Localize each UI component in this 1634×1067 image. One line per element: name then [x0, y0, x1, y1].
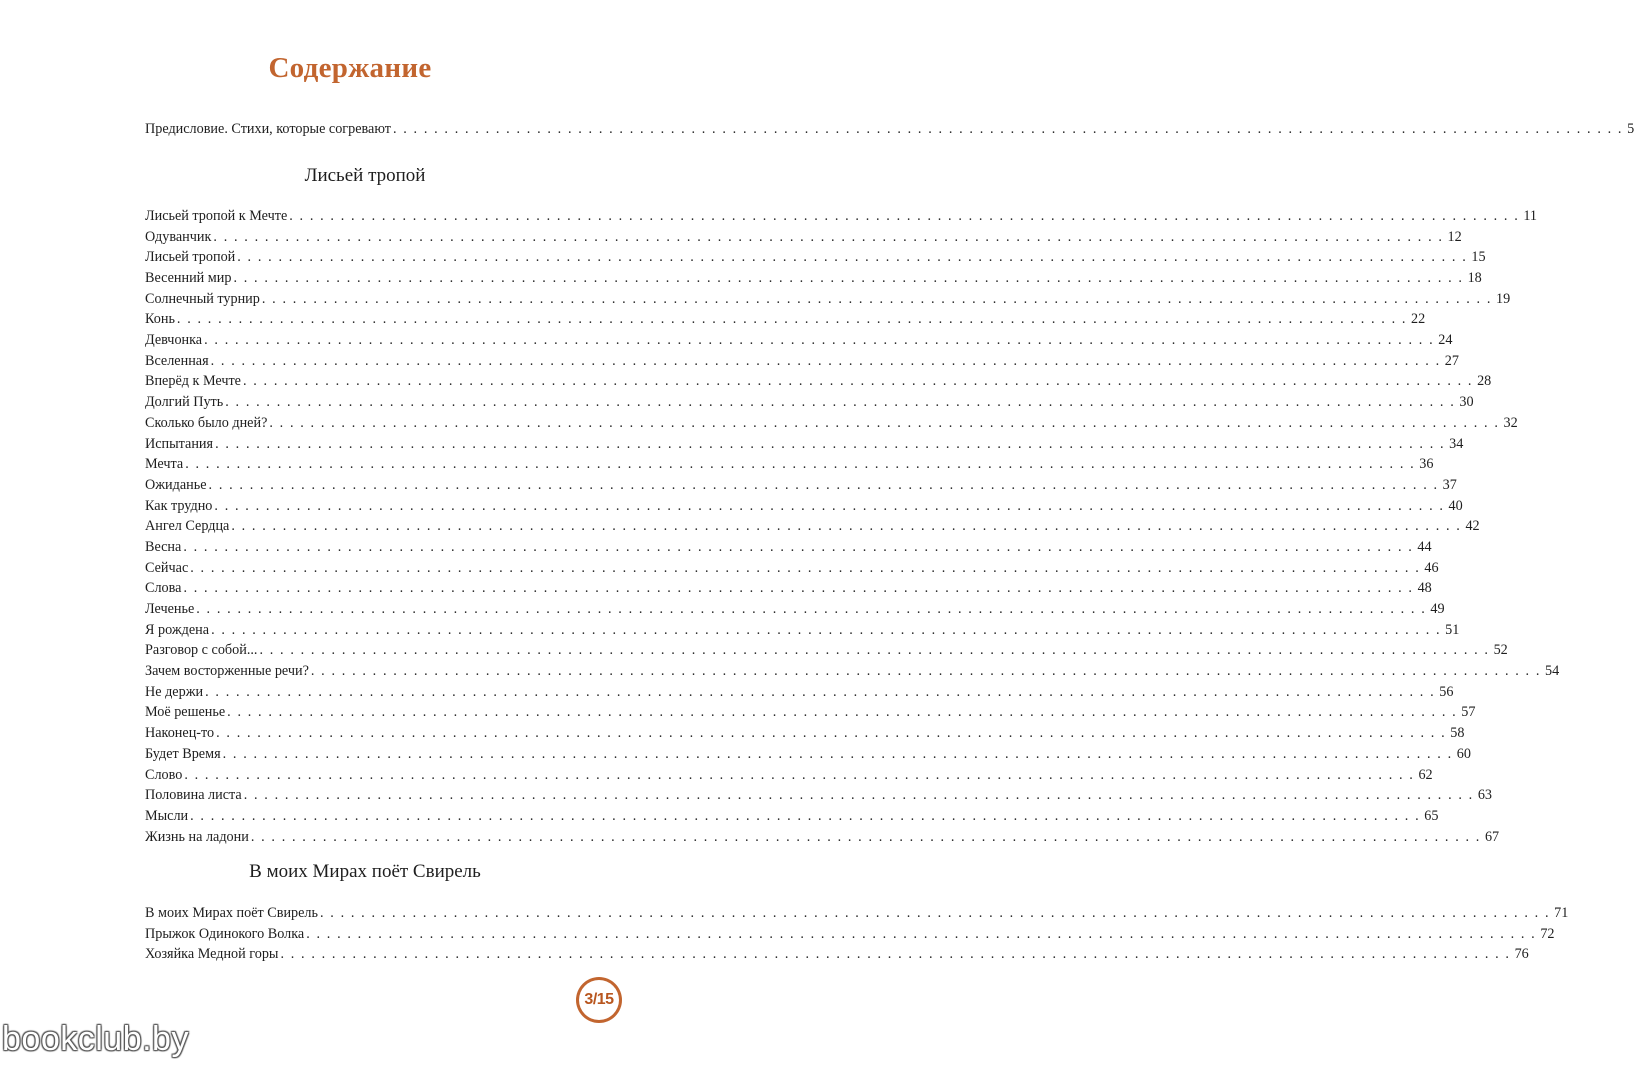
dot-leader: . . . . . . . . . . . . . . . . . . . . . . . . . . . . . . . . . . . . . . . . . . . . . . . . . . . . . . . . . . . . . . . . . . . . . . . . . . . . . . . . . . . . . . . . . . . . . . . . . . . . . . . . . . . . . . . . . . . . . . . . — [310, 663, 1541, 680]
toc-entry[interactable] — [145, 247, 1486, 268]
toc-entry-title: Конь — [145, 311, 175, 328]
toc-entry-title: Слово — [145, 766, 183, 783]
toc-entry-title: Сейчас — [145, 559, 189, 576]
toc-entry[interactable] — [145, 744, 1471, 765]
toc-entry[interactable] — [145, 620, 1460, 641]
toc-entry-page: 65 — [1424, 807, 1439, 824]
toc-entry-page: 54 — [1545, 663, 1560, 680]
toc-entry-page: 40 — [1448, 497, 1463, 514]
toc-entry[interactable] — [145, 351, 1459, 372]
toc-entry-page: 52 — [1493, 642, 1508, 659]
toc-entry-page: 42 — [1465, 518, 1480, 535]
toc-entry-page: 37 — [1442, 476, 1457, 493]
toc-entry[interactable] — [145, 640, 1508, 661]
toc-entry[interactable] — [145, 661, 1560, 682]
toc-entry[interactable] — [145, 454, 1434, 475]
toc-entry-title: Мечта — [145, 456, 184, 473]
dot-leader: . . . . . . . . . . . . . . . . . . . . . . . . . . . . . . . . . . . . . . . . . . . . . . . . . . . . . . . . . . . . . . . . . . . . . . . . . . . . . . . . . . . . . . . . . . . . . . . . . . . . . . . . . . . . . . . . . . . . . . . . — [289, 207, 1520, 224]
toc-entry-page: 56 — [1439, 683, 1454, 700]
toc-list-section-1 — [145, 206, 1560, 847]
toc-entry-page: 34 — [1449, 435, 1464, 452]
dot-leader: . . . . . . . . . . . . . . . . . . . . . . . . . . . . . . . . . . . . . . . . . . . . . . . . . . . . . . . . . . . . . . . . . . . . . . . . . . . . . . . . . . . . . . . . . . . . . . . . . . . . . . . . . . . . . . . . . . . . . . . . — [392, 120, 1624, 137]
toc-entry-title: Разговор с собой... — [145, 642, 258, 659]
toc-entry[interactable] — [145, 227, 1462, 248]
toc-entry-page: 28 — [1477, 373, 1492, 390]
dot-leader: . . . . . . . . . . . . . . . . . . . . . . . . . . . . . . . . . . . . . . . . . . . . . . . . . . . . . . . . . . . . . . . . . . . . . . . . . . . . . . . . . . . . . . . . . . . . . . . . . . . . . . . . . . . . . . . . . . . . . . . . — [237, 249, 1468, 266]
toc-entry-page: 49 — [1430, 601, 1445, 618]
page-counter-badge — [576, 977, 622, 1023]
toc-entry-page: 48 — [1417, 580, 1432, 597]
toc-entry[interactable] — [145, 434, 1464, 455]
toc-entry-page: 76 — [1514, 946, 1529, 963]
toc-entry-page: 5 — [1627, 120, 1634, 137]
toc-entry[interactable] — [145, 496, 1463, 517]
dot-leader: . . . . . . . . . . . . . . . . . . . . . . . . . . . . . . . . . . . . . . . . . . . . . . . . . . . . . . . . . . . . . . . . . . . . . . . . . . . . . . . . . . . . . . . . . . . . . . . . . . . . . . . . . . . . . . . . . . . . . . . . — [214, 497, 1445, 514]
toc-entry[interactable] — [145, 703, 1476, 724]
dot-leader: . . . . . . . . . . . . . . . . . . . . . . . . . . . . . . . . . . . . . . . . . . . . . . . . . . . . . . . . . . . . . . . . . . . . . . . . . . . . . . . . . . . . . . . . . . . . . . . . . . . . . . . . . . . . . . . . . . . . . . . . — [243, 787, 1474, 804]
toc-entry-page: 32 — [1503, 414, 1518, 431]
toc-entry[interactable] — [145, 599, 1445, 620]
toc-entry-page: 24 — [1438, 332, 1453, 349]
toc-entry[interactable] — [145, 289, 1511, 310]
toc-entry-page: 63 — [1477, 787, 1492, 804]
toc-entry-title: Наконец-то — [145, 725, 215, 742]
toc-entry-title: Весенний мир — [145, 270, 232, 287]
toc-entry-title: Ангел Сердца — [145, 518, 230, 535]
toc-entry-page: 19 — [1495, 290, 1511, 307]
section-title: Лисьей тропой — [304, 165, 426, 186]
toc-entry[interactable] — [145, 682, 1454, 703]
toc-entry-title: Солнечный турнир — [145, 290, 260, 307]
dot-leader: . . . . . . . . . . . . . . . . . . . . . . . . . . . . . . . . . . . . . . . . . . . . . . . . . . . . . . . . . . . . . . . . . . . . . . . . . . . . . . . . . . . . . . . . . . . . . . . . . . . . . . . . . . . . . . . . . . . . . . . . — [319, 904, 1551, 921]
toc-entry-page: 18 — [1467, 270, 1482, 287]
toc-entry[interactable] — [145, 765, 1433, 786]
toc-entry-page: 46 — [1424, 559, 1439, 576]
dot-leader: . . . . . . . . . . . . . . . . . . . . . . . . . . . . . . . . . . . . . . . . . . . . . . . . . . . . . . . . . . . . . . . . . . . . . . . . . . . . . . . . . . . . . . . . . . . . . . . . . . . . . . . . . . . . . . . . . . . . . . . . — [222, 745, 1453, 762]
toc-entry[interactable] — [145, 944, 1529, 965]
toc-entry-page: 57 — [1461, 704, 1476, 721]
dot-leader: . . . . . . . . . . . . . . . . . . . . . . . . . . . . . . . . . . . . . . . . . . . . . . . . . . . . . . . . . . . . . . . . . . . . . . . . . . . . . . . . . . . . . . . . . . . . . . . . . . . . . . . . . . . . . . . . . . . . . . . . — [210, 352, 1441, 369]
dot-leader: . . . . . . . . . . . . . . . . . . . . . . . . . . . . . . . . . . . . . . . . . . . . . . . . . . . . . . . . . . . . . . . . . . . . . . . . . . . . . . . . . . . . . . . . . . . . . . . . . . . . . . . . . . . . . . . . . . . . . . . . — [269, 414, 1500, 431]
toc-entry[interactable] — [145, 119, 1634, 140]
toc-entry-page: 36 — [1419, 456, 1434, 473]
toc-entry[interactable] — [145, 475, 1457, 496]
dot-leader: . . . . . . . . . . . . . . . . . . . . . . . . . . . . . . . . . . . . . . . . . . . . . . . . . . . . . . . . . . . . . . . . . . . . . . . . . . . . . . . . . . . . . . . . . . . . . . . . . . . . . . . . . . . . . . . . . . . . . . . . — [225, 394, 1456, 411]
toc-entry-title: Вселенная — [145, 352, 209, 369]
toc-preface — [145, 119, 1634, 140]
toc-entry[interactable] — [145, 785, 1492, 806]
toc-entry[interactable] — [145, 903, 1569, 924]
toc-entry-page: 72 — [1540, 925, 1555, 942]
toc-entry-title: Хозяйка Медной горы — [145, 946, 279, 963]
toc-entry-title: Предисловие. Стихи, которые согревают — [145, 120, 391, 137]
toc-entry-title: Лисьей тропой к Мечте — [145, 207, 288, 224]
dot-leader: . . . . . . . . . . . . . . . . . . . . . . . . . . . . . . . . . . . . . . . . . . . . . . . . . . . . . . . . . . . . . . . . . . . . . . . . . . . . . . . . . . . . . . . . . . . . . . . . . . . . . . . . . . . . . . . . . . . . . . . . — [213, 228, 1444, 245]
dot-leader: . . . . . . . . . . . . . . . . . . . . . . . . . . . . . . . . . . . . . . . . . . . . . . . . . . . . . . . . . . . . . . . . . . . . . . . . . . . . . . . . . . . . . . . . . . . . . . . . . . . . . . . . . . . . . . . . . . . . . . . . — [259, 642, 1490, 659]
dot-leader: . . . . . . . . . . . . . . . . . . . . . . . . . . . . . . . . . . . . . . . . . . . . . . . . . . . . . . . . . . . . . . . . . . . . . . . . . . . . . . . . . . . . . . . . . . . . . . . . . . . . . . . . . . . . . . . . . . . . . . . . — [176, 311, 1408, 328]
toc-entry-title: Испытания — [145, 435, 214, 452]
toc-entry[interactable] — [145, 558, 1439, 579]
dot-leader: . . . . . . . . . . . . . . . . . . . . . . . . . . . . . . . . . . . . . . . . . . . . . . . . . . . . . . . . . . . . . . . . . . . . . . . . . . . . . . . . . . . . . . . . . . . . . . . . . . . . . . . . . . . . . . . . . . . . . . . . — [280, 946, 1511, 963]
toc-entry[interactable] — [145, 516, 1480, 537]
toc-entry-title: Слова — [145, 580, 182, 597]
dot-leader: . . . . . . . . . . . . . . . . . . . . . . . . . . . . . . . . . . . . . . . . . . . . . . . . . . . . . . . . . . . . . . . . . . . . . . . . . . . . . . . . . . . . . . . . . . . . . . . . . . . . . . . . . . . . . . . . . . . . . . . . — [205, 683, 1436, 700]
toc-entry-title: В моих Мирах поёт Свирель — [145, 904, 318, 921]
toc-entry[interactable] — [145, 330, 1453, 351]
toc-entry-page: 62 — [1418, 766, 1433, 783]
toc-entry[interactable] — [145, 309, 1426, 330]
dot-leader: . . . . . . . . . . . . . . . . . . . . . . . . . . . . . . . . . . . . . . . . . . . . . . . . . . . . . . . . . . . . . . . . . . . . . . . . . . . . . . . . . . . . . . . . . . . . . . . . . . . . . . . . . . . . . . . . . . . . . . . . — [184, 766, 1415, 783]
dot-leader: . . . . . . . . . . . . . . . . . . . . . . . . . . . . . . . . . . . . . . . . . . . . . . . . . . . . . . . . . . . . . . . . . . . . . . . . . . . . . . . . . . . . . . . . . . . . . . . . . . . . . . . . . . . . . . . . . . . . . . . . — [183, 580, 1414, 597]
watermark: bookclub.by — [2, 1020, 189, 1058]
toc-entry-title: Леченье — [145, 601, 195, 618]
toc-entry[interactable] — [145, 206, 1538, 227]
dot-leader: . . . . . . . . . . . . . . . . . . . . . . . . . . . . . . . . . . . . . . . . . . . . . . . . . . . . . . . . . . . . . . . . . . . . . . . . . . . . . . . . . . . . . . . . . . . . . . . . . . . . . . . . . . . . . . . . . . . . . . . . — [227, 704, 1458, 721]
toc-entry-page: 11 — [1523, 207, 1538, 224]
toc-entry-title: Половина листа — [145, 787, 242, 804]
toc-entry-page: 58 — [1450, 725, 1465, 742]
toc-entry-page: 30 — [1459, 394, 1474, 411]
toc-entry-title: Девчонка — [145, 332, 203, 349]
dot-leader: . . . . . . . . . . . . . . . . . . . . . . . . . . . . . . . . . . . . . . . . . . . . . . . . . . . . . . . . . . . . . . . . . . . . . . . . . . . . . . . . . . . . . . . . . . . . . . . . . . . . . . . . . . . . . . . . . . . . . . . . — [196, 601, 1427, 618]
toc-entry-title: Я рождена — [145, 621, 210, 638]
toc-entry-title: Моё решенье — [145, 704, 226, 721]
page-counter-label: 3/15 — [579, 980, 619, 1020]
section-title: В моих Мирах поёт Свирель — [249, 861, 481, 882]
toc-entry[interactable] — [145, 372, 1492, 393]
dot-leader: . . . . . . . . . . . . . . . . . . . . . . . . . . . . . . . . . . . . . . . . . . . . . . . . . . . . . . . . . . . . . . . . . . . . . . . . . . . . . . . . . . . . . . . . . . . . . . . . . . . . . . . . . . . . . . . . . . . . . . . . — [306, 925, 1537, 942]
toc-entry-title: Сколько было дней? — [145, 414, 268, 431]
toc-entry[interactable] — [145, 723, 1465, 744]
dot-leader: . . . . . . . . . . . . . . . . . . . . . . . . . . . . . . . . . . . . . . . . . . . . . . . . . . . . . . . . . . . . . . . . . . . . . . . . . . . . . . . . . . . . . . . . . . . . . . . . . . . . . . . . . . . . . . . . . . . . . . . . — [216, 725, 1447, 742]
toc-entry-page: 27 — [1444, 352, 1459, 369]
dot-leader: . . . . . . . . . . . . . . . . . . . . . . . . . . . . . . . . . . . . . . . . . . . . . . . . . . . . . . . . . . . . . . . . . . . . . . . . . . . . . . . . . . . . . . . . . . . . . . . . . . . . . . . . . . . . . . . . . . . . . . . . — [204, 332, 1435, 349]
toc-entry-page: 60 — [1456, 745, 1471, 762]
toc-entry[interactable] — [145, 827, 1500, 848]
toc-entry[interactable] — [145, 578, 1432, 599]
dot-leader: . . . . . . . . . . . . . . . . . . . . . . . . . . . . . . . . . . . . . . . . . . . . . . . . . . . . . . . . . . . . . . . . . . . . . . . . . . . . . . . . . . . . . . . . . . . . . . . . . . . . . . . . . . . . . . . . . . . . . . . . — [208, 476, 1439, 493]
toc-entry[interactable] — [145, 413, 1518, 434]
toc-entry-page: 67 — [1484, 828, 1500, 845]
dot-leader: . . . . . . . . . . . . . . . . . . . . . . . . . . . . . . . . . . . . . . . . . . . . . . . . . . . . . . . . . . . . . . . . . . . . . . . . . . . . . . . . . . . . . . . . . . . . . . . . . . . . . . . . . . . . . . . . . . . . . . . . — [233, 270, 1464, 287]
toc-entry-page: 22 — [1411, 311, 1426, 328]
dot-leader: . . . . . . . . . . . . . . . . . . . . . . . . . . . . . . . . . . . . . . . . . . . . . . . . . . . . . . . . . . . . . . . . . . . . . . . . . . . . . . . . . . . . . . . . . . . . . . . . . . . . . . . . . . . . . . . . . . . . . . . . — [261, 290, 1492, 307]
toc-entry-title: Прыжок Одинокого Волка — [145, 925, 305, 942]
toc-entry-title: Не держи — [145, 683, 204, 700]
dot-leader: . . . . . . . . . . . . . . . . . . . . . . . . . . . . . . . . . . . . . . . . . . . . . . . . . . . . . . . . . . . . . . . . . . . . . . . . . . . . . . . . . . . . . . . . . . . . . . . . . . . . . . . . . . . . . . . . . . . . . . . . — [183, 538, 1414, 555]
toc-entry-title: Лисьей тропой — [145, 249, 236, 266]
toc-entry-title: Жизнь на ладони — [145, 828, 249, 845]
toc-entry-title: Мысли — [145, 807, 189, 824]
dot-leader: . . . . . . . . . . . . . . . . . . . . . . . . . . . . . . . . . . . . . . . . . . . . . . . . . . . . . . . . . . . . . . . . . . . . . . . . . . . . . . . . . . . . . . . . . . . . . . . . . . . . . . . . . . . . . . . . . . . . . . . . — [190, 559, 1421, 576]
toc-entry-page: 12 — [1447, 228, 1462, 245]
toc-entry[interactable] — [145, 537, 1432, 558]
dot-leader: . . . . . . . . . . . . . . . . . . . . . . . . . . . . . . . . . . . . . . . . . . . . . . . . . . . . . . . . . . . . . . . . . . . . . . . . . . . . . . . . . . . . . . . . . . . . . . . . . . . . . . . . . . . . . . . . . . . . . . . . — [242, 373, 1474, 390]
toc-list-section-2 — [145, 903, 1569, 965]
dot-leader: . . . . . . . . . . . . . . . . . . . . . . . . . . . . . . . . . . . . . . . . . . . . . . . . . . . . . . . . . . . . . . . . . . . . . . . . . . . . . . . . . . . . . . . . . . . . . . . . . . . . . . . . . . . . . . . . . . . . . . . . — [215, 435, 1446, 452]
toc-entry-title: Зачем восторженные речи? — [145, 663, 309, 680]
toc-entry-title: Весна — [145, 538, 182, 555]
toc-entry-page: 51 — [1445, 621, 1460, 638]
toc-entry-title: Будет Время — [145, 745, 221, 762]
toc-entry-page: 15 — [1471, 249, 1486, 266]
toc-entry[interactable] — [145, 806, 1439, 827]
toc-entry-page: 44 — [1417, 538, 1432, 555]
page-title: Содержание — [268, 52, 432, 84]
toc-entry[interactable] — [145, 392, 1474, 413]
dot-leader: . . . . . . . . . . . . . . . . . . . . . . . . . . . . . . . . . . . . . . . . . . . . . . . . . . . . . . . . . . . . . . . . . . . . . . . . . . . . . . . . . . . . . . . . . . . . . . . . . . . . . . . . . . . . . . . . . . . . . . . . — [231, 518, 1462, 535]
dot-leader: . . . . . . . . . . . . . . . . . . . . . . . . . . . . . . . . . . . . . . . . . . . . . . . . . . . . . . . . . . . . . . . . . . . . . . . . . . . . . . . . . . . . . . . . . . . . . . . . . . . . . . . . . . . . . . . . . . . . . . . . — [185, 456, 1416, 473]
dot-leader: . . . . . . . . . . . . . . . . . . . . . . . . . . . . . . . . . . . . . . . . . . . . . . . . . . . . . . . . . . . . . . . . . . . . . . . . . . . . . . . . . . . . . . . . . . . . . . . . . . . . . . . . . . . . . . . . . . . . . . . . — [211, 621, 1442, 638]
toc-entry[interactable] — [145, 924, 1555, 945]
toc-entry-title: Одуванчик — [145, 228, 212, 245]
toc-entry[interactable] — [145, 268, 1482, 289]
toc-entry-title: Ожиданье — [145, 476, 207, 493]
dot-leader: . . . . . . . . . . . . . . . . . . . . . . . . . . . . . . . . . . . . . . . . . . . . . . . . . . . . . . . . . . . . . . . . . . . . . . . . . . . . . . . . . . . . . . . . . . . . . . . . . . . . . . . . . . . . . . . . . . . . . . . . — [190, 807, 1421, 824]
toc-entry-title: Вперёд к Мечте — [145, 373, 241, 390]
toc-entry-title: Долгий Путь — [145, 394, 224, 411]
toc-entry-title: Как трудно — [145, 497, 213, 514]
toc-entry-page: 71 — [1554, 904, 1569, 921]
dot-leader: . . . . . . . . . . . . . . . . . . . . . . . . . . . . . . . . . . . . . . . . . . . . . . . . . . . . . . . . . . . . . . . . . . . . . . . . . . . . . . . . . . . . . . . . . . . . . . . . . . . . . . . . . . . . . . . . . . . . . . . . — [250, 828, 1481, 845]
